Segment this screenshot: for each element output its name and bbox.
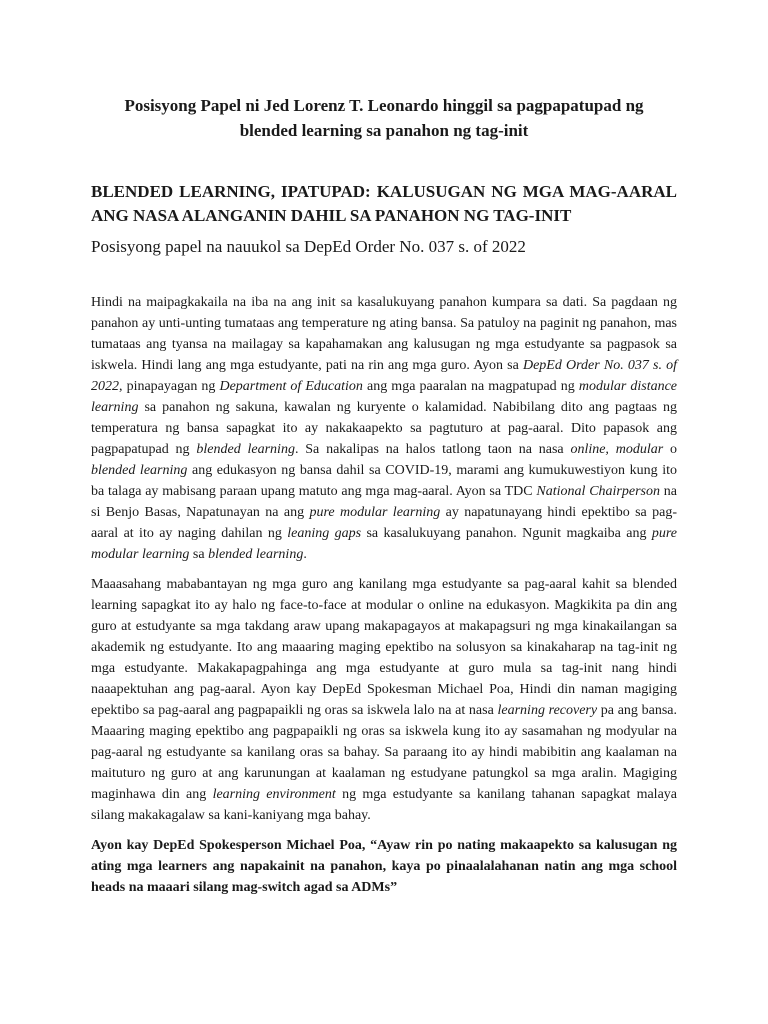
emphasis-text: blended learning xyxy=(91,463,188,478)
emphasis-text: blended learning xyxy=(208,547,304,562)
emphasis-text: blended learning xyxy=(196,442,295,457)
quote-paragraph: Ayon kay DepEd Spokesperson Michael Poa, “Ayaw rin po nating makaapekto sa kalusugan ng ating mga learners ang napakainit na panahon, kaya po pinaalalahanan natin ang mga school heads na maaari silang mag-switch agad sa ADMs” xyxy=(91,838,677,895)
article-subheading: Posisyong papel na nauukol sa DepEd Order No. 037 s. of 2022 xyxy=(91,237,526,256)
paragraph-text: sa kasalukuyang panahon. Ngunit magkaiba ang xyxy=(361,526,652,541)
emphasis-text: learning environment xyxy=(212,787,336,802)
emphasis-text: DepEd Order No. 037 s. of 2022 xyxy=(91,358,677,394)
document-title-line-2: blended learning sa panahon ng tag-init xyxy=(239,121,529,140)
paragraph-text: . xyxy=(303,547,307,562)
paragraph-text: ay napatunayang hindi epektibo sa pag-aaral at ito ay naging dahilan ng xyxy=(91,505,677,541)
body-paragraph-2 xyxy=(91,574,677,826)
document-title-line-1: Posisyong Papel ni Jed Lorenz T. Leonardo hinggil sa pagpapatupad ng xyxy=(124,96,644,115)
paragraph-text: na si Benjo Basas, Napatunayan na ang xyxy=(91,484,678,520)
emphasis-text: learning recovery xyxy=(497,703,598,718)
article-headline: BLENDED LEARNING, IPATUPAD: KALUSUGAN NG MGA MAG-AARAL ANG NASA ALANGANIN DAHIL SA PANAHON NG TAG-INIT xyxy=(91,182,677,225)
paragraph-text: ng mga estudyante sa kanilang tahanan sapagkat malaya silang makakagalaw sa kani-kaniyang mga bahay. xyxy=(91,787,678,823)
paragraph-text: ang edukasyon ng bansa dahil sa COVID-19, marami ang kumukuwestiyon kung ito ba talaga ay mabisang paraan upang matuto ang mga mag-aaral. Ayon sa TDC xyxy=(91,463,677,499)
emphasis-text: pure modular learning xyxy=(309,505,441,520)
emphasis-text: modular distance learning xyxy=(91,379,678,415)
emphasis-text: pure modular learning xyxy=(91,526,677,562)
paragraph-text: ang mga paaralan na magpatupad ng xyxy=(362,379,579,394)
paragraph-text: . Sa nakalipas na halos tatlong taon na nasa xyxy=(294,442,571,457)
paragraph-text: sa xyxy=(189,547,209,562)
emphasis-text: Department of Education xyxy=(219,379,363,394)
paragraph-text: , pinapayagan ng xyxy=(119,379,220,394)
paragraph-text: Hindi na maipagkakaila na iba na ang init sa kasalukuyang panahon kumpara sa dati. Sa pagdaan ng panahon ay unti-unting tumataas ang temperature ng ating bansa. Sa patuloy na paginit ng panahon, mas tumataas ang tyansa na mailagay sa kapahamakan ang kalusugan ng mga estudyante sa pagpasok sa iskwela. Hindi lang ang mga estudyante, pati na rin ang mga guro. Ayon sa xyxy=(91,295,677,373)
emphasis-text: leaning gaps xyxy=(287,526,362,541)
document-title xyxy=(60,93,708,143)
paragraph-text: pa ang bansa. Maaaring maging epektibo ang pagpapaikli ng oras sa iskwela kung ito ay sasamahan ng modyular na pag-aaral ng estudyante sa kanilang oras sa bahay. Sa paraang ito ay hindi mabibitin ang kaalaman na maituturo ng guro at ang karunungan at kaalaman ng estudyane patungkol sa mga aralin. Magiging maginhawa din ang xyxy=(91,703,677,802)
paragraph-text: sa panahon ng sakuna, kawalan ng kuryente o kalamidad. Nabibilang dito ang pagtaas ng temperatura ng bansa sapagkat ito ay nakakaapekto sa pagtuturo at pag-aaral. Dito papasok ang pagpapatupad ng xyxy=(91,400,677,457)
paragraph-text: o xyxy=(663,442,677,457)
article-body xyxy=(91,292,677,907)
emphasis-text: online, modular xyxy=(570,442,664,457)
body-paragraph-1 xyxy=(91,292,677,565)
paragraph-text: Maaasahang mababantayan ng mga guro ang kanilang mga estudyante sa pag-aaral kahit sa blended learning sapagkat ito ay halo ng face-to-face at modular o online na edukasyon. Magkikita pa din ang guro at estudyante sa mga takdang araw upang makapagayos at makapagsuri ng mga kinakailangan sa akademik ng estudyante. Ito ang maaaring maging epektibo na solusyon sa kinakaharap na tag-init ng mga estudyante. Makakapagpahinga ang mga estudyante at guro mula sa tag-init nang hindi naaapektuhan ang pag-aaral. Ayon kay DepEd Spokesman Michael Poa, Hindi din naman magiging epektibo sa pag-aaral ang pagpapaikli ng oras sa iskwela lalo na at nasa xyxy=(91,577,677,718)
emphasis-text: National Chairperson xyxy=(536,484,660,499)
